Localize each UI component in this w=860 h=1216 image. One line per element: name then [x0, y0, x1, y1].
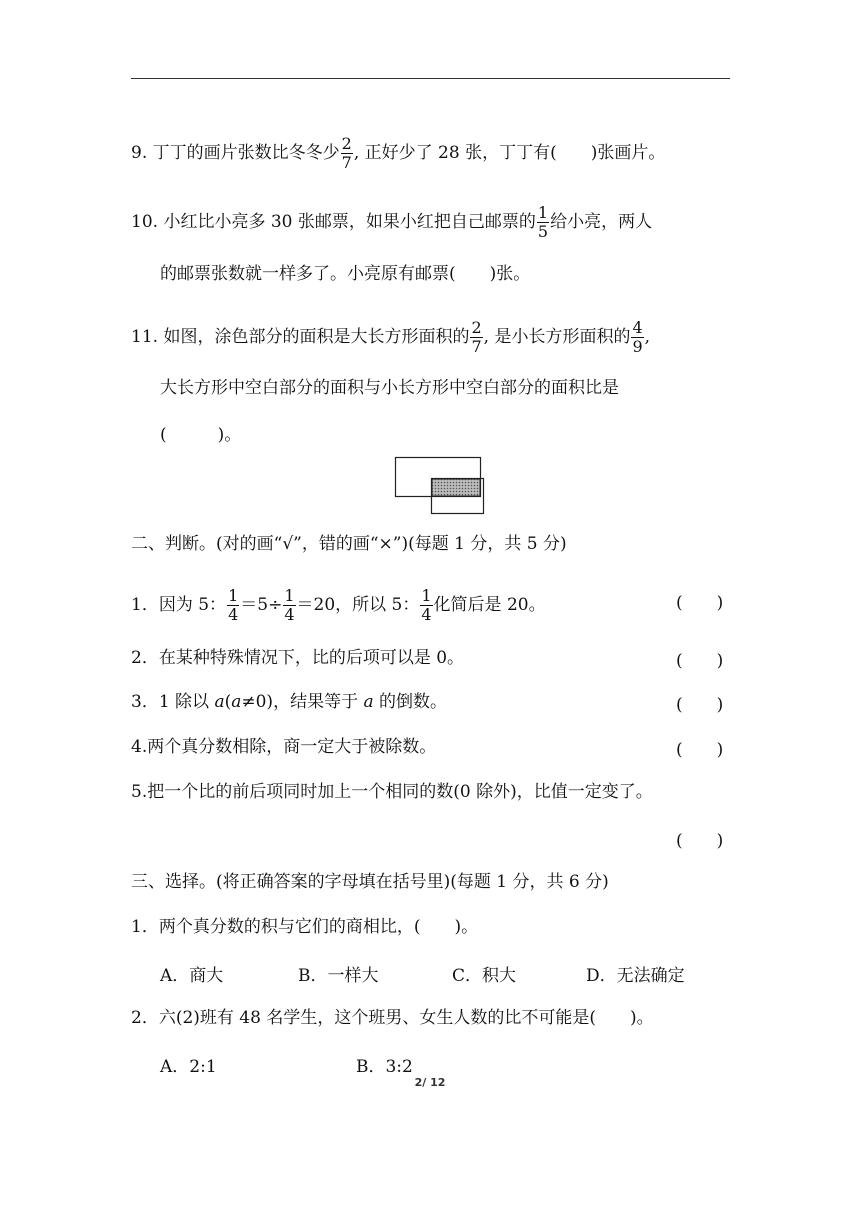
- question-number: 5.: [131, 782, 148, 802]
- judge-2: 2．在某种特殊情况下，比的后项可以是 0。: [131, 648, 465, 668]
- question-11: [131, 320, 650, 355]
- question-text: 如图，涂色部分的面积是大长方形面积的: [163, 327, 470, 347]
- option-a[interactable]: A．商大: [160, 966, 224, 986]
- question-number: 3．: [131, 692, 159, 712]
- judge-3: 3．1 除以 a(a≠0)，结果等于 a 的倒数。: [131, 692, 448, 712]
- answer-paren[interactable]: ( ): [676, 740, 724, 760]
- question-text: 丁丁的画片张数比冬冬少: [152, 143, 340, 163]
- question-9: [131, 136, 665, 171]
- question-number: 1．: [131, 917, 159, 937]
- answer-paren[interactable]: ( ): [676, 695, 724, 715]
- question-number: 2．: [131, 1008, 159, 1028]
- question-number: 9.: [131, 143, 148, 163]
- fraction: $\frac{1}{5}$: [537, 203, 549, 241]
- choice-1: 1．两个真分数的积与它们的商相比，( )。: [131, 917, 479, 937]
- question-text: 小红比小亮多 30 张邮票，如果小红把自己邮票的: [163, 212, 536, 232]
- judge-5: 5.把一个比的前后项同时加上一个相同的数(0 除外)，比值一定变了。: [131, 782, 653, 802]
- section-2-title: 二、判断。(对的画“√”，错的画“×”)(每题 1 分，共 5 分): [131, 534, 567, 554]
- page-number: 2/ 12: [414, 1076, 446, 1089]
- fraction: $\frac{1}{4}$: [284, 586, 295, 624]
- fraction: $\frac{4}{9}$: [632, 318, 643, 356]
- fraction: $\frac{2}{7}$: [471, 318, 482, 356]
- answer-paren[interactable]: ( ): [676, 831, 724, 851]
- question-number: 4.: [131, 737, 148, 757]
- option-d[interactable]: D．无法确定: [586, 966, 685, 986]
- option-b[interactable]: B．3:2: [356, 1057, 413, 1077]
- shaded-overlap: [432, 479, 480, 496]
- question-number: 11.: [131, 327, 159, 347]
- answer-paren[interactable]: ( ): [676, 593, 724, 613]
- option-b[interactable]: B．一样大: [298, 966, 379, 986]
- question-text: ,: [644, 327, 651, 347]
- option-c[interactable]: C．积大: [452, 966, 517, 986]
- question-text: , 正好少了 28 张，丁丁有( )张画片。: [353, 143, 666, 163]
- judge-4: 4.两个真分数相除，商一定大于被除数。: [131, 737, 437, 757]
- rectangles-figure: [392, 454, 498, 518]
- fraction: $\frac{1}{4}$: [228, 586, 239, 624]
- section-3-title: 三、选择。(将正确答案的字母填在括号里)(每题 1 分，共 6 分): [131, 872, 609, 892]
- question-text: 给小亮，两人: [550, 212, 653, 232]
- question-10: [131, 205, 652, 240]
- option-a[interactable]: A．2:1: [160, 1057, 217, 1077]
- choice-2: 2．六(2)班有 48 名学生，这个班男、女生人数的比不可能是( )。: [131, 1008, 654, 1028]
- question-number: 10.: [131, 212, 159, 232]
- fraction: $\frac{1}{4}$: [421, 586, 432, 624]
- question-number: 2．: [131, 648, 159, 668]
- question-11-line3: ( )。: [160, 425, 242, 445]
- question-number: 1．: [131, 595, 159, 615]
- fraction: $\frac{2}{7}$: [341, 134, 352, 172]
- question-text: , 是小长方形面积的: [483, 327, 631, 347]
- judge-1: 1．因为 5： $\frac{1}{4}$ ＝5÷ $\frac{1}{4}$ ＝20，所以 5： $\frac{1}{4}$ 化简后是 20。: [131, 586, 546, 624]
- header-rule: [131, 78, 730, 79]
- question-11-line2: 大长方形中空白部分的面积与小长方形中空白部分的面积比是: [160, 378, 619, 398]
- question-10-line2: 的邮票张数就一样多了。小亮原有邮票( )张。: [160, 264, 531, 284]
- answer-paren[interactable]: ( ): [676, 651, 724, 671]
